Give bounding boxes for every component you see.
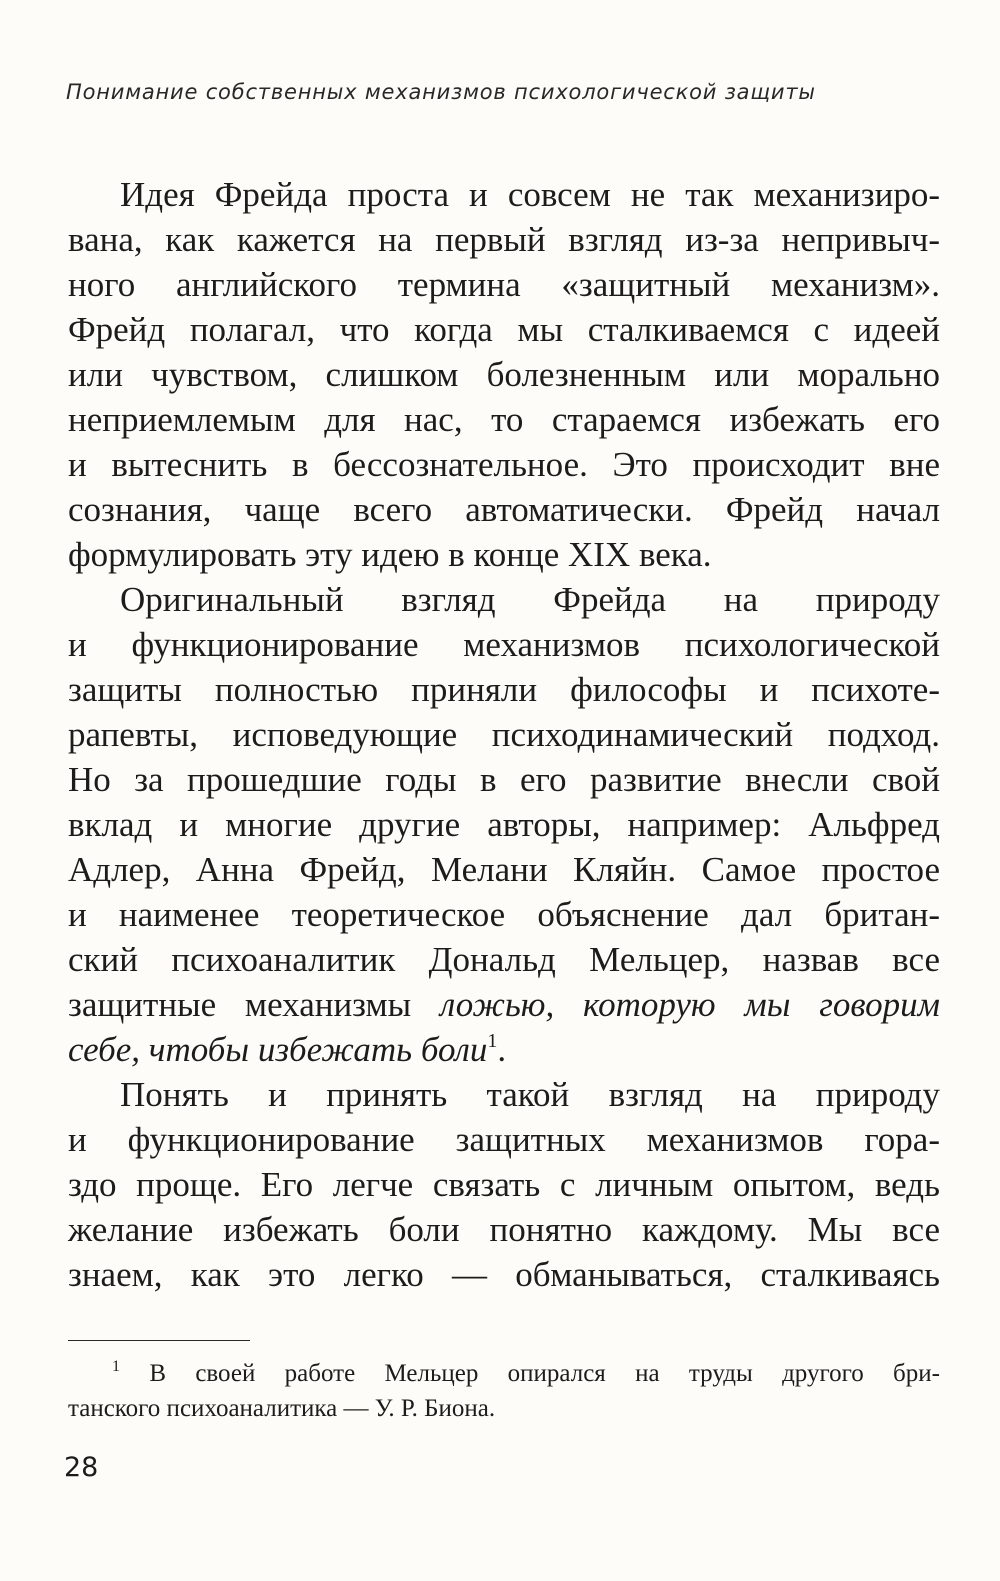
paragraph-1 bbox=[68, 172, 940, 577]
text-line: и вытеснить в бессознательное. Это происходит вне bbox=[68, 445, 940, 484]
text-line: и функционирование защитных механизмов гора- bbox=[68, 1120, 940, 1159]
paragraph-2 bbox=[68, 577, 940, 1072]
plain-text: защитные механизмы bbox=[68, 985, 440, 1024]
text-line: вклад и многие другие авторы, например: Альфред bbox=[68, 805, 940, 844]
text-line: Понять и принять такой взгляд на природу bbox=[120, 1075, 940, 1114]
text-line: здо проще. Его легче связать с личным опытом, ведь bbox=[68, 1165, 940, 1204]
running-head: Понимание собственных механизмов психологической защиты bbox=[66, 80, 816, 104]
footnote-line bbox=[68, 1356, 940, 1391]
italic-quote: себе, чтобы избежать боли bbox=[68, 1030, 488, 1069]
footnote-mark: 1 bbox=[112, 1358, 120, 1375]
text-line: Фрейд полагал, что когда мы сталкиваемся с идеей bbox=[68, 310, 940, 349]
page-number: 28 bbox=[64, 1452, 99, 1483]
text-line: вана, как кажется на первый взгляд из-за непривыч- bbox=[68, 220, 940, 259]
text-line: Адлер, Анна Фрейд, Мелани Кляйн. Самое простое bbox=[68, 850, 940, 889]
italic-quote: ложью, которую мы говорим bbox=[440, 985, 940, 1024]
text-line: знаем, как это легко — обманываться, сталкиваясь bbox=[68, 1255, 940, 1294]
footnote-line: танского психоаналитика — У. Р. Биона. bbox=[68, 1395, 496, 1422]
text-line: или чувством, слишком болезненным или морально bbox=[68, 355, 940, 394]
plain-text: . bbox=[497, 1030, 507, 1069]
text-line: рапевты, исповедующие психодинамический подход. bbox=[68, 715, 940, 754]
footnote-divider bbox=[68, 1340, 250, 1341]
text-line-mixed bbox=[68, 982, 940, 1027]
footnote bbox=[68, 1356, 940, 1426]
text-line: и наименее теоретическое объяснение дал британ- bbox=[68, 895, 940, 934]
text-line: и функционирование механизмов психологической bbox=[68, 625, 940, 664]
text-line: Но за прошедшие годы в его развитие внесли свой bbox=[68, 760, 940, 799]
text-line: неприемлемым для нас, то стараемся избежать его bbox=[68, 400, 940, 439]
paragraph-3 bbox=[68, 1072, 940, 1297]
text-line: Оригинальный взгляд Фрейда на природу bbox=[120, 580, 940, 619]
text-line: сознания, чаще всего автоматически. Фрейд начал bbox=[68, 490, 940, 529]
text-line: желание избежать боли понятно каждому. Мы все bbox=[68, 1210, 940, 1249]
footnote-reference[interactable]: 1 bbox=[487, 1030, 498, 1052]
footnote-text: В своей работе Мельцер опирался на труды другого бри- bbox=[120, 1360, 940, 1387]
body-text bbox=[68, 172, 940, 1297]
text-line: Идея Фрейда проста и совсем не так механизиро- bbox=[120, 175, 940, 214]
text-line-mixed bbox=[68, 1027, 940, 1072]
text-line: ский психоаналитик Дональд Мельцер, назвав все bbox=[68, 940, 940, 979]
text-line: защиты полностью приняли философы и психоте- bbox=[68, 670, 940, 709]
text-line: формулировать эту идею в конце XIX века. bbox=[68, 535, 712, 574]
text-line: ного английского термина «защитный механизм». bbox=[68, 265, 940, 304]
